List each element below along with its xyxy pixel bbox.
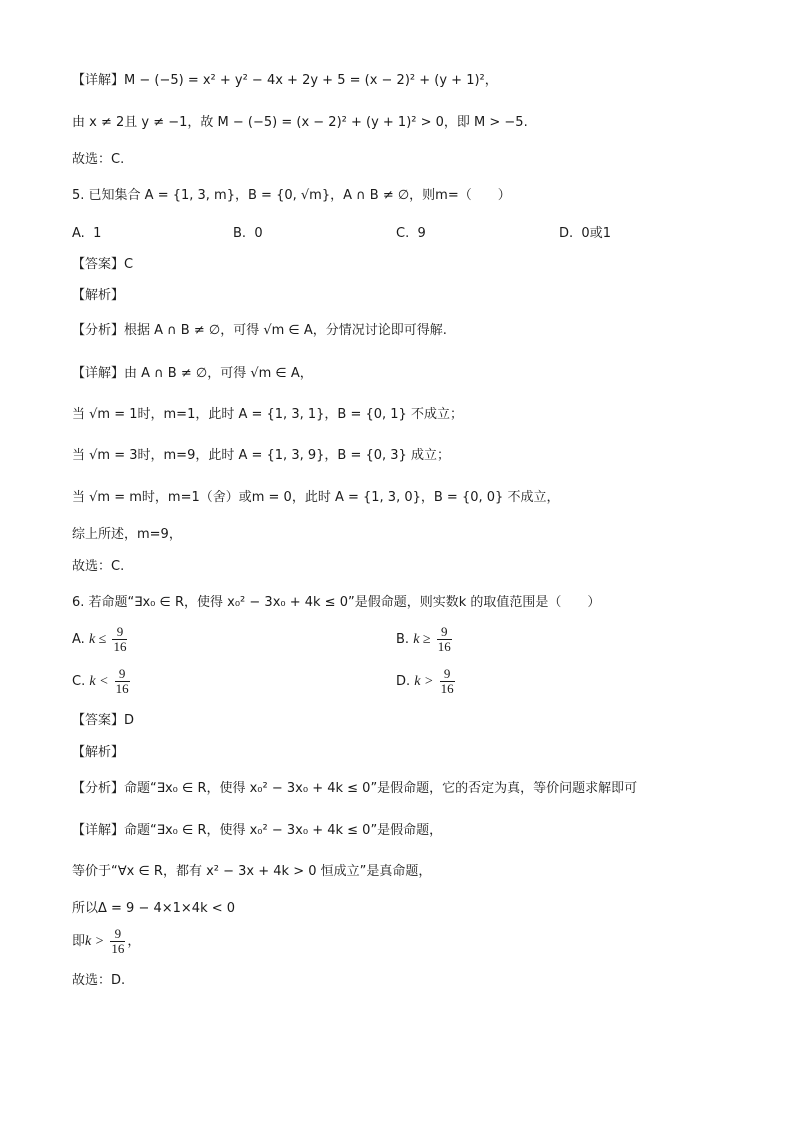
q5-option-c: C. 9 bbox=[396, 226, 426, 241]
q5-case-3: 当 √m = m时，m=1（舍）或m = 0，此时 A = {1, 3, 0}，B = {0, 0} 不成立， bbox=[72, 490, 560, 505]
q5-detail: 【详解】由 A ∩ B ≠ ∅，可得 √m ∈ A， bbox=[72, 366, 313, 381]
q6-option-d: D. k > $\frac{9}{16}$ bbox=[396, 666, 454, 696]
q6-detail: 【详解】命题“∃x₀ ∈ R，使得 x₀² − 3x₀ + 4k ≤ 0”是假命题， bbox=[72, 823, 443, 838]
q5-jiexi-heading: 【解析】 bbox=[72, 288, 125, 303]
q5-option-a: A. 1 bbox=[72, 226, 102, 241]
q5-choice: 故选：C. bbox=[72, 559, 125, 574]
q6-choice: 故选：D. bbox=[72, 973, 126, 988]
q6-answer: 【答案】D bbox=[72, 713, 135, 728]
q6-option-a: A. k ≤ $\frac{9}{16}$ bbox=[72, 624, 127, 654]
q5-case-2: 当 √m = 3时，m=9，此时 A = {1, 3, 9}，B = {0, 3} 成立； bbox=[72, 448, 450, 463]
q5-option-b: B. 0 bbox=[233, 226, 263, 241]
q6-result: 即k > $\frac{9}{16}$ ， bbox=[72, 926, 141, 956]
question-6-stem: 6. 若命题“∃x₀ ∈ R，使得 x₀² − 3x₀ + 4k ≤ 0”是假命题，则实数k 的取值范围是（ ） bbox=[72, 595, 601, 610]
q5-case-1: 当 √m = 1时，m=1，此时 A = {1, 3, 1}，B = {0, 1} 不成立； bbox=[72, 407, 463, 422]
q5-option-d: D. 0或1 bbox=[559, 226, 611, 241]
q5-analysis: 【分析】根据 A ∩ B ≠ ∅，可得 √m ∈ A，分情况讨论即可得解. bbox=[72, 323, 447, 338]
line-p4-choice: 故选：C. bbox=[72, 152, 125, 167]
q6-option-b: B. k ≥ $\frac{9}{16}$ bbox=[396, 624, 451, 654]
q6-option-c: C. k < $\frac{9}{16}$ bbox=[72, 666, 129, 696]
q5-answer: 【答案】C bbox=[72, 257, 134, 272]
q5-summary: 综上所述，m=9， bbox=[72, 527, 182, 542]
line-p4-detail: 【详解】M − (−5) = x² + y² − 4x + 2y + 5 = (x − 2)² + (y + 1)²， bbox=[72, 73, 498, 88]
line-p4-reason: 由 x ≠ 2且 y ≠ −1，故 M − (−5) = (x − 2)² + (y + 1)² > 0，即 M > −5. bbox=[72, 115, 528, 130]
question-5-stem: 5. 已知集合 A = {1, 3, m}，B = {0, √m}，A ∩ B ≠ ∅，则m=（ ） bbox=[72, 188, 511, 203]
q6-analysis: 【分析】命题“∃x₀ ∈ R，使得 x₀² − 3x₀ + 4k ≤ 0”是假命题，它的否定为真，等价问题求解即可 bbox=[72, 781, 638, 796]
q6-delta: 所以Δ = 9 − 4×1×4k < 0 bbox=[72, 901, 236, 916]
q6-equivalence: 等价于“∀x ∈ R，都有 x² − 3x + 4k > 0 恒成立”是真命题， bbox=[72, 864, 432, 879]
q6-jiexi-heading: 【解析】 bbox=[72, 745, 125, 760]
